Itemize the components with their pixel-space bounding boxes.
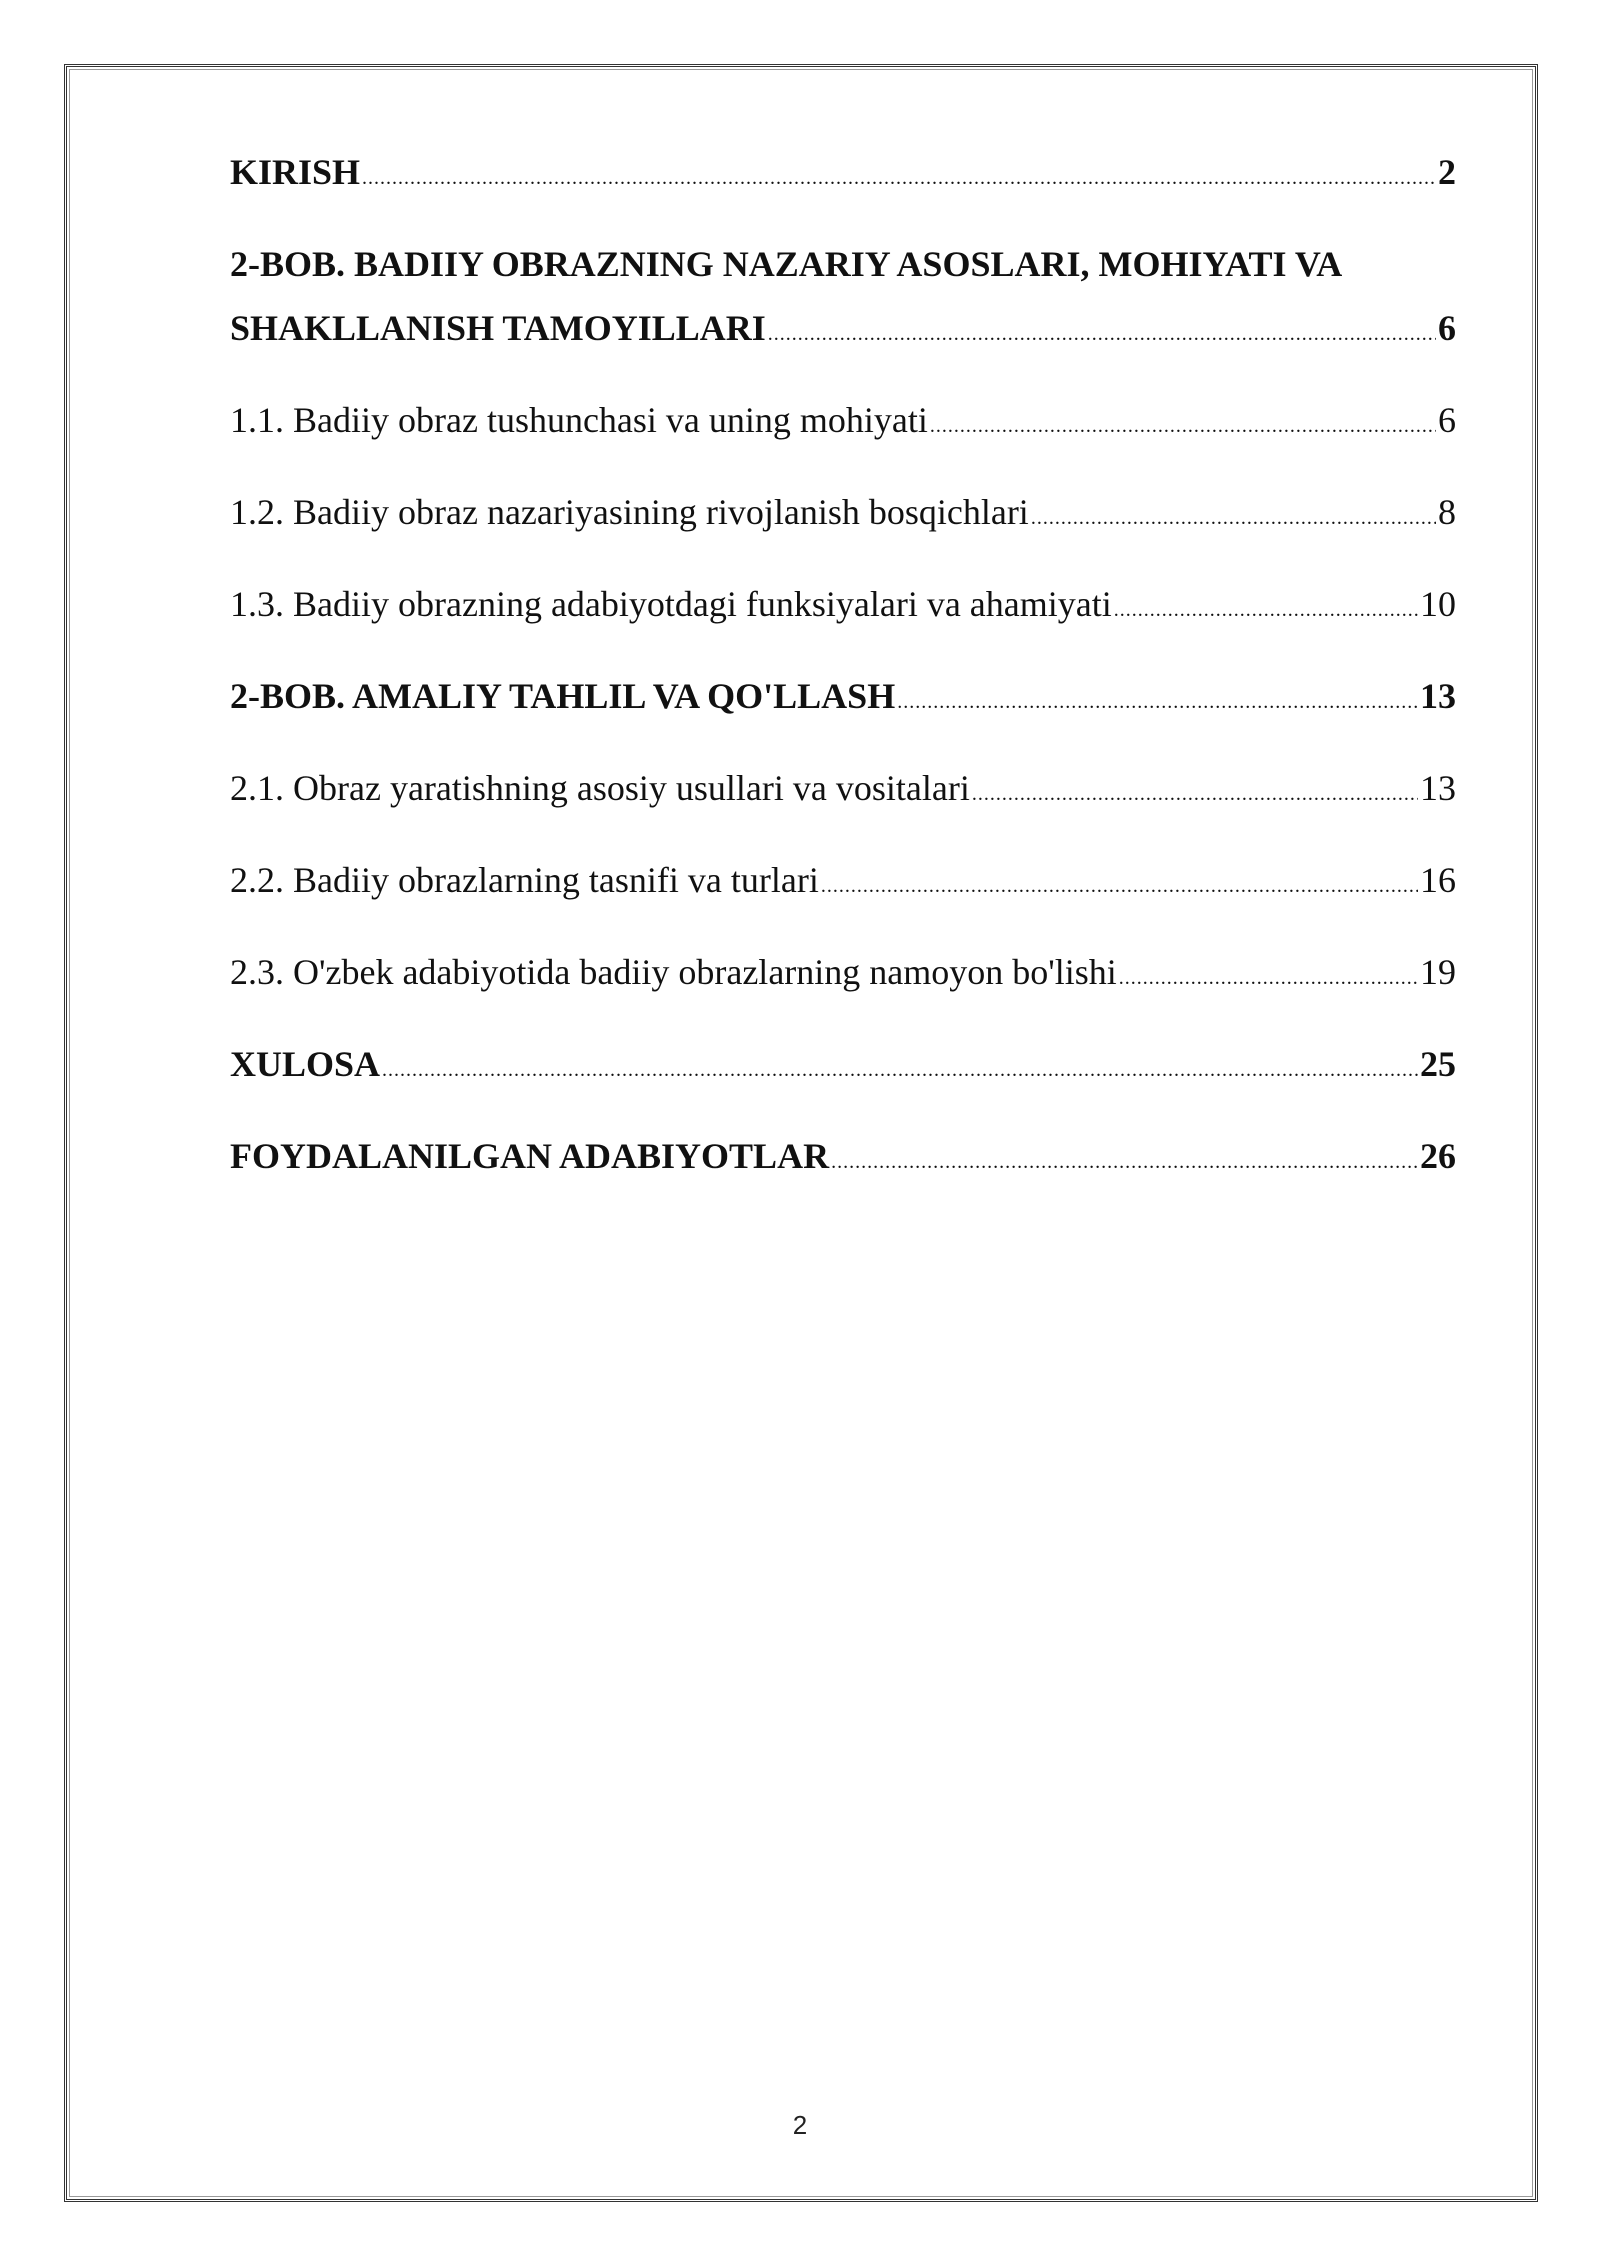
toc-entry-title: 2.1. Obraz yaratishning asosiy usullari va vositalari <box>230 768 970 808</box>
toc-leader-dots <box>362 168 1436 188</box>
toc-leader-dots <box>1031 508 1436 528</box>
toc-entry-title: KIRISH <box>230 152 361 192</box>
toc-entry-title: 1.3. Badiiy obrazning adabiyotdagi funksiyalari va ahamiyati <box>230 584 1112 624</box>
toc-leader-dots <box>1119 968 1418 988</box>
toc-entry-section-2-1[interactable] <box>230 766 1456 810</box>
toc-entry-title-line2: SHAKLLANISH TAMOYILLARI <box>230 308 766 348</box>
toc-entry-section-2-2[interactable] <box>230 858 1456 902</box>
table-of-contents <box>230 150 1456 1226</box>
toc-leader-dots <box>831 1152 1418 1172</box>
toc-entry-chapter-2[interactable] <box>230 674 1456 718</box>
toc-entry-bibliography[interactable] <box>230 1134 1456 1178</box>
toc-entry-page: 6 <box>1438 400 1456 440</box>
toc-entry-title: XULOSA <box>230 1044 381 1084</box>
toc-entry-page: 10 <box>1420 584 1456 624</box>
toc-entry-page: 13 <box>1420 676 1456 716</box>
toc-entry-title: 2.3. O'zbek adabiyotida badiiy obrazlarning namoyon bo'lishi <box>230 952 1117 992</box>
toc-entry-chapter-1[interactable] <box>230 242 1456 350</box>
page-number: 2 <box>792 2110 808 2140</box>
toc-entry-section-2-3[interactable] <box>230 950 1456 994</box>
toc-leader-dots <box>897 692 1418 712</box>
toc-entry-title-line1: 2-BOB. BADIIY OBRAZNING NAZARIY ASOSLARI, MOHIYATI VA <box>230 244 1343 284</box>
toc-leader-dots <box>1114 600 1418 620</box>
toc-entry-title: 2.2. Badiiy obrazlarning tasnifi va turlari <box>230 860 819 900</box>
toc-entry-title: 1.1. Badiiy obraz tushunchasi va uning mohiyati <box>230 400 928 440</box>
toc-entry-title: FOYDALANILGAN ADABIYOTLAR <box>230 1136 830 1176</box>
toc-entry-section-1-2[interactable] <box>230 490 1456 534</box>
toc-entry-page: 19 <box>1420 952 1456 992</box>
toc-entry-title: 1.2. Badiiy obraz nazariyasining rivojlanish bosqichlari <box>230 492 1029 532</box>
toc-entry-title: 2-BOB. AMALIY TAHLIL VA QO'LLASH <box>230 676 896 716</box>
toc-leader-dots <box>972 784 1418 804</box>
toc-entry-page: 13 <box>1420 768 1456 808</box>
toc-entry-kirish[interactable] <box>230 150 1456 194</box>
toc-leader-dots <box>930 416 1436 436</box>
toc-entry-xulosa[interactable] <box>230 1042 1456 1086</box>
toc-leader-dots <box>382 1060 1418 1080</box>
toc-entry-page: 8 <box>1438 492 1456 532</box>
toc-entry-page: 16 <box>1420 860 1456 900</box>
toc-leader-dots <box>768 324 1436 344</box>
toc-entry-page: 25 <box>1420 1044 1456 1084</box>
toc-leader-dots <box>821 876 1418 896</box>
toc-entry-section-1-3[interactable] <box>230 582 1456 626</box>
toc-entry-page: 2 <box>1438 152 1456 192</box>
toc-entry-page: 26 <box>1420 1136 1456 1176</box>
toc-entry-section-1-1[interactable] <box>230 398 1456 442</box>
toc-entry-page: 6 <box>1438 308 1456 348</box>
